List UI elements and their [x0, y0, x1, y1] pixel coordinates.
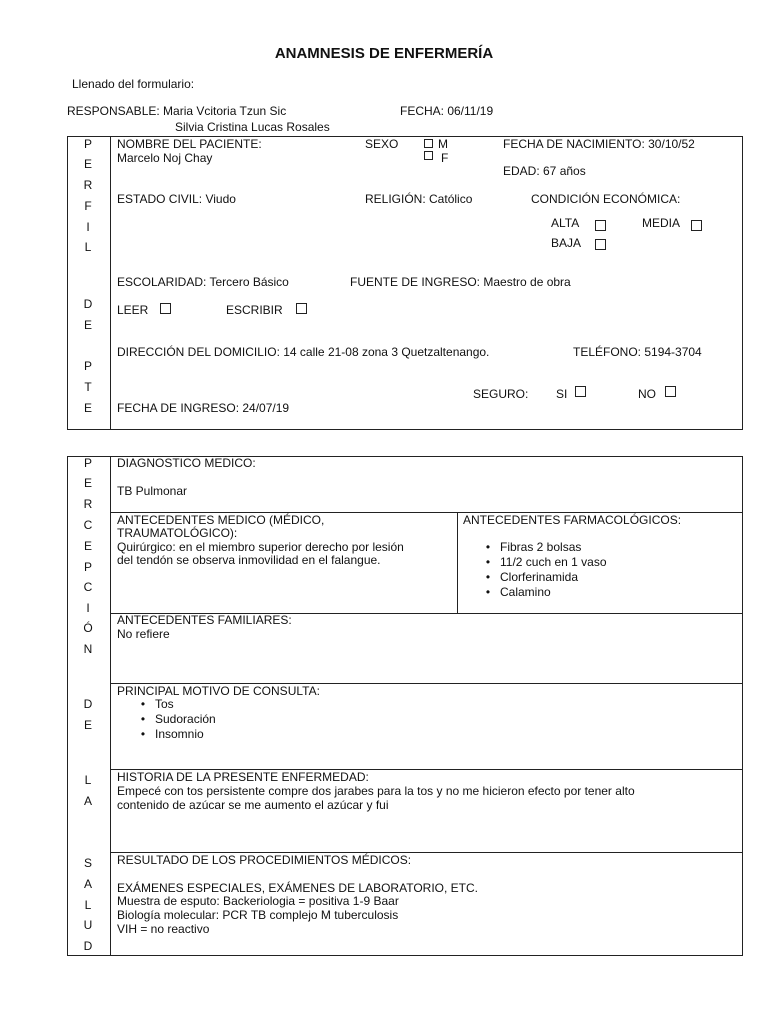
diagnostico-value: TB Pulmonar: [117, 484, 188, 498]
side-letter: A: [83, 794, 92, 808]
side-letter: A: [83, 877, 92, 891]
list-item: • 11/2 cuch en 1 vaso: [476, 555, 607, 570]
religion-text: RELIGIÓN: Católico: [365, 192, 473, 206]
sexo-f-checkbox[interactable]: [424, 151, 433, 160]
estado-civil-text: ESTADO CIVIL: Viudo: [117, 192, 236, 206]
list-item: • Tos: [131, 697, 216, 712]
llenado-label: Llenado del formulario:: [72, 77, 195, 91]
list-item: • Clorferinamida: [476, 570, 607, 585]
responsable-second-name: Silvia Cristina Lucas Rosales: [175, 120, 330, 134]
telefono-text: TELÉFONO: 5194-3704: [573, 345, 702, 359]
baja-label: BAJA: [551, 236, 582, 250]
list-item: • Fibras 2 bolsas: [476, 540, 607, 555]
sexo-f-label: F: [441, 151, 449, 165]
ant-medico-label: ANTECEDENTES MEDICO (MÉDICO,: [117, 513, 325, 527]
ant-farma-list: [476, 540, 607, 600]
side-letter: E: [83, 401, 92, 415]
resultado-label: RESULTADO DE LOS PROCEDIMIENTOS MÉDICOS:: [117, 853, 412, 867]
media-label: MEDIA: [642, 216, 681, 230]
historia-label: HISTORIA DE LA PRESENTE ENFERMEDAD:: [117, 770, 369, 784]
fecha-ingreso-text: FECHA DE INGRESO: 24/07/19: [117, 401, 290, 415]
side-letter: R: [83, 178, 93, 192]
escribir-checkbox[interactable]: [296, 303, 307, 314]
perfil-divider: [110, 136, 111, 430]
seguro-no-label: NO: [638, 387, 656, 401]
diagnostico-label: DIAGNOSTICO MEDICO:: [117, 456, 256, 470]
side-letter: L: [84, 898, 92, 912]
sexo-label: SEXO: [365, 137, 399, 151]
side-letter: C: [83, 580, 93, 594]
baja-checkbox[interactable]: [595, 239, 606, 250]
alta-label: ALTA: [551, 216, 580, 230]
list-item: • Sudoración: [131, 712, 216, 727]
media-checkbox[interactable]: [691, 220, 702, 231]
list-item: • Insomnio: [131, 727, 216, 742]
leer-checkbox[interactable]: [160, 303, 171, 314]
seguro-si-label: SI: [556, 387, 568, 401]
document-title: ANAMNESIS DE ENFERMERÍA: [274, 45, 494, 62]
examen-item: Muestra de esputo: Backeriologia = positiva 1-9 Baar: [117, 894, 399, 908]
historia-text-cont: contenido de azúcar se me aumento el azúcar y fui: [117, 798, 389, 812]
ant-medico-label-cont: TRAUMATOLÓGICO):: [117, 526, 238, 540]
seguro-no-checkbox[interactable]: [665, 386, 676, 397]
direccion-text: DIRECCIÓN DEL DOMICILIO: 14 calle 21-08 zona 3 Quetzaltenango.: [117, 345, 490, 359]
edad-text: EDAD: 67 años: [503, 164, 586, 178]
fecha-text: FECHA: 06/11/19: [400, 104, 494, 118]
responsable-text: RESPONSABLE: Maria Vcitoria Tzun Sic: [67, 104, 287, 118]
side-letter: P: [83, 456, 92, 470]
fuente-ingreso-text: FUENTE DE INGRESO: Maestro de obra: [350, 275, 571, 289]
side-letter: L: [84, 773, 92, 787]
ant-familiares-value: No refiere: [117, 627, 170, 641]
nombre-value: Marcelo Noj Chay: [117, 151, 213, 165]
sexo-m-label: M: [438, 137, 448, 151]
side-letter: E: [83, 318, 92, 332]
nombre-label: NOMBRE DEL PACIENTE:: [117, 137, 262, 151]
side-letter: D: [83, 939, 93, 953]
ant-medico-text-cont: del tendón se observa inmovilidad en el falangue.: [117, 553, 381, 567]
alta-checkbox[interactable]: [595, 220, 606, 231]
side-letter: N: [83, 642, 93, 656]
motivo-label: PRINCIPAL MOTIVO DE CONSULTA:: [117, 684, 320, 698]
side-letter: U: [83, 918, 93, 932]
side-letter: D: [83, 697, 93, 711]
historia-text: Empecé con tos persistente compre dos jarabes para la tos y no me hicieron efecto por tener alto: [117, 784, 635, 798]
side-letter: E: [83, 539, 92, 553]
ant-familiares-label: ANTECEDENTES FAMILIARES:: [117, 613, 292, 627]
side-letter: L: [84, 240, 92, 254]
nacimiento-text: FECHA DE NACIMIENTO: 30/10/52: [503, 137, 695, 151]
side-letter: T: [84, 380, 92, 394]
sexo-m-checkbox[interactable]: [424, 139, 433, 148]
side-letter: D: [83, 297, 93, 311]
examenes-label: EXÁMENES ESPECIALES, EXÁMENES DE LABORATORIO, ETC.: [117, 881, 478, 895]
salud-divider: [110, 456, 111, 956]
side-letter: I: [86, 220, 90, 234]
side-letter: E: [83, 157, 92, 171]
side-letter: R: [83, 497, 93, 511]
list-item: • Calamino: [476, 585, 607, 600]
escolaridad-text: ESCOLARIDAD: Tercero Básico: [117, 275, 289, 289]
side-letter: C: [83, 518, 93, 532]
side-letter: E: [83, 718, 92, 732]
ant-medico-text: Quirúrgico: en el miembro superior derecho por lesión: [117, 540, 404, 554]
seguro-label: SEGURO:: [473, 387, 529, 401]
condicion-label: CONDICIÓN ECONÓMICA:: [531, 192, 681, 206]
col-line: [457, 512, 458, 613]
leer-label: LEER: [117, 303, 149, 317]
side-letter: Ó: [83, 621, 93, 635]
side-letter: P: [83, 137, 92, 151]
side-letter: E: [83, 476, 92, 490]
escribir-label: ESCRIBIR: [226, 303, 283, 317]
side-letter: S: [83, 856, 92, 870]
side-letter: F: [84, 199, 92, 213]
seguro-si-checkbox[interactable]: [575, 386, 586, 397]
side-letter: P: [83, 359, 92, 373]
examen-item: Biología molecular: PCR TB complejo M tuberculosis: [117, 908, 399, 922]
motivo-list: [131, 697, 216, 742]
side-letter: P: [83, 560, 92, 574]
side-letter: I: [86, 601, 90, 615]
examen-item: VIH = no reactivo: [117, 922, 210, 936]
ant-farma-label: ANTECEDENTES FARMACOLÓGICOS:: [463, 513, 682, 527]
